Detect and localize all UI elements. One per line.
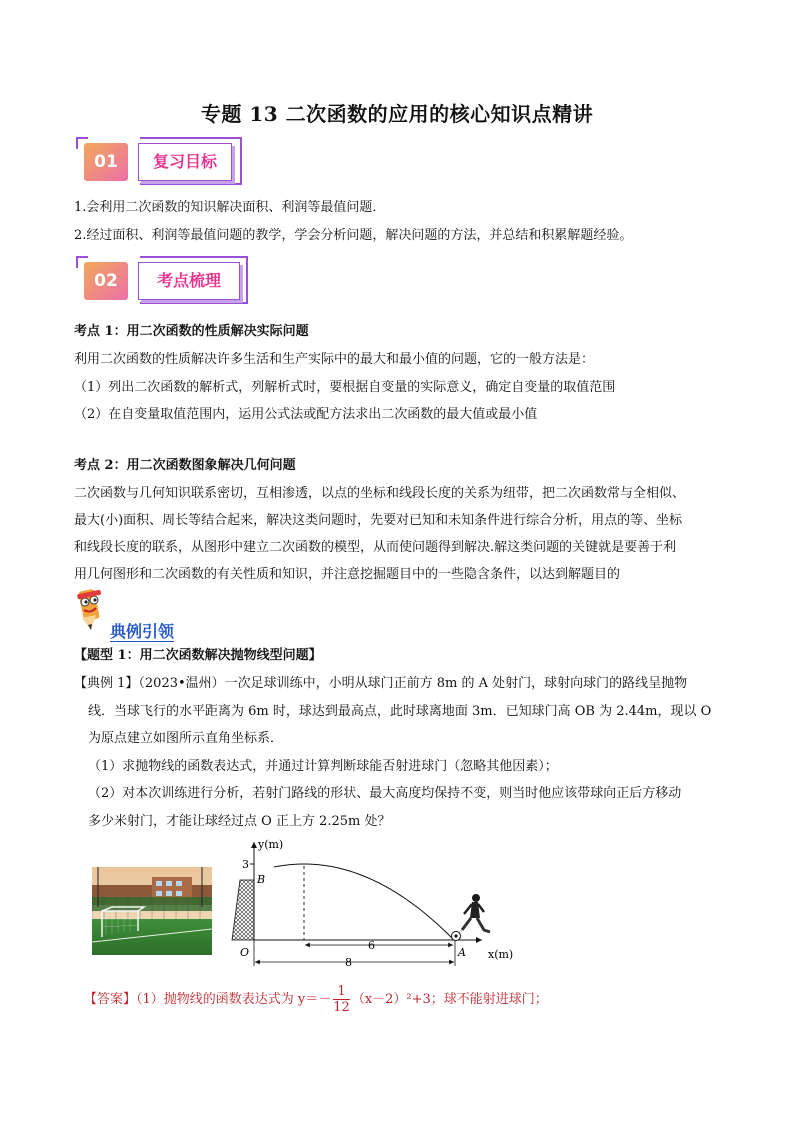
x-axis-label: x(m)	[488, 948, 514, 961]
answer-fraction	[333, 984, 350, 1015]
point-label-o: O	[240, 946, 250, 959]
point-2-line: 用几何图形和二次函数的有关性质和知识，并注意挖掘题目中的一些隐含条件，以达到解题目的	[74, 567, 621, 582]
point-1-line: （2）在自变量取值范围内，运用公式法或配方法求出二次函数的最大值或最小值	[74, 407, 538, 422]
pencil-mascot-icon	[72, 588, 106, 634]
tick-label-3: 3	[242, 858, 249, 871]
coordinate-diagram	[226, 836, 526, 970]
example-1-line: （1）求抛物线的函数表达式，并通过计算判断球能否射进球门（忽略其他因素）；	[88, 759, 558, 774]
page-title: 专题 13 二次函数的应用的核心知识点精讲	[200, 102, 594, 126]
example-section-title: 典例引领	[110, 622, 175, 641]
type-1-heading: 【题型 1：用二次函数解决抛物线型问题】	[74, 648, 322, 663]
dimension-label-6: 6	[368, 939, 375, 952]
section-number: 02	[84, 262, 128, 300]
point-1-heading: 考点 1：用二次函数的性质解决实际问题	[74, 324, 309, 339]
answer-line	[84, 984, 548, 1015]
answer-suffix: （x－2）²+3；球不能射进球门；	[351, 992, 548, 1007]
point-label-a: A	[458, 946, 466, 959]
y-axis-label: y(m)	[258, 838, 284, 851]
goal-line-2: 2.经过面积、利润等最值问题的教学，学会分析问题，解决问题的方法，并总结和积累解题经验。	[74, 228, 633, 243]
fraction-denominator: 12	[333, 1000, 350, 1015]
point-1-line: （1）列出二次函数的解析式，列解析式时，要根据自变量的实际意义，确定自变量的取值范围	[74, 380, 616, 395]
soccer-player-icon	[456, 894, 490, 936]
soccer-field-photo	[92, 867, 212, 955]
goal-line-1: 1.会利用二次函数的知识解决面积、利润等最值问题．	[74, 200, 386, 215]
section-header-key-points	[76, 256, 252, 304]
answer-prefix: （1）抛物线的函数表达式为 y＝－	[136, 992, 332, 1007]
point-2-line: 二次函数与几何知识联系密切，互相渗透，以点的坐标和线段长度的关系为纽带，把二次函数常与全相似、	[74, 486, 686, 501]
section-number: 01	[84, 143, 128, 181]
point-2-line: 最大(小)面积、周长等结合起来，解决这类问题时，先要对已知和未知条件进行综合分析，用点的等、坐标	[74, 513, 683, 528]
example-1-line: 【典例 1】（2023•温州）一次足球训练中，小明从球门正前方 8m 的 A 处射门，球射向球门的路线呈抛物	[74, 676, 688, 691]
example-1-line: 为原点建立如图所示直角坐标系．	[88, 731, 284, 746]
fraction-numerator: 1	[333, 984, 350, 1000]
section-header-review-goals	[76, 137, 246, 185]
point-2-heading: 考点 2：用二次函数图象解决几何问题	[74, 458, 296, 473]
soccer-ball-icon	[452, 932, 461, 941]
example-1-line: 线．当球飞行的水平距离为 6m 时，球达到最高点，此时球离地面 3m．已知球门高 OB 为 2.44m，现以 O	[88, 704, 712, 719]
point-label-b: B	[257, 873, 266, 886]
goal-net	[232, 880, 254, 940]
section-label: 复习目标	[138, 143, 232, 181]
point-2-line: 和线段长度的联系，从图形中建立二次函数的模型，从而使问题得到解决.解这类问题的关键就是要善于利	[74, 540, 677, 555]
point-1-line: 利用二次函数的性质解决许多生活和生产实际中的最大和最小值的问题，它的一般方法是：	[74, 352, 595, 367]
trajectory-parabola	[274, 864, 454, 940]
example-1-line: （2）对本次训练进行分析，若射门路线的形状、最大高度均保持不变，则当时他应该带球向正后方移动	[88, 786, 682, 801]
answer-tag: 【答案】	[84, 992, 137, 1007]
example-1-line: 多少米射门，才能让球经过点 O 正上方 2.25m 处？	[88, 814, 391, 829]
section-label: 考点梳理	[138, 262, 240, 300]
dimension-label-8: 8	[345, 956, 352, 969]
